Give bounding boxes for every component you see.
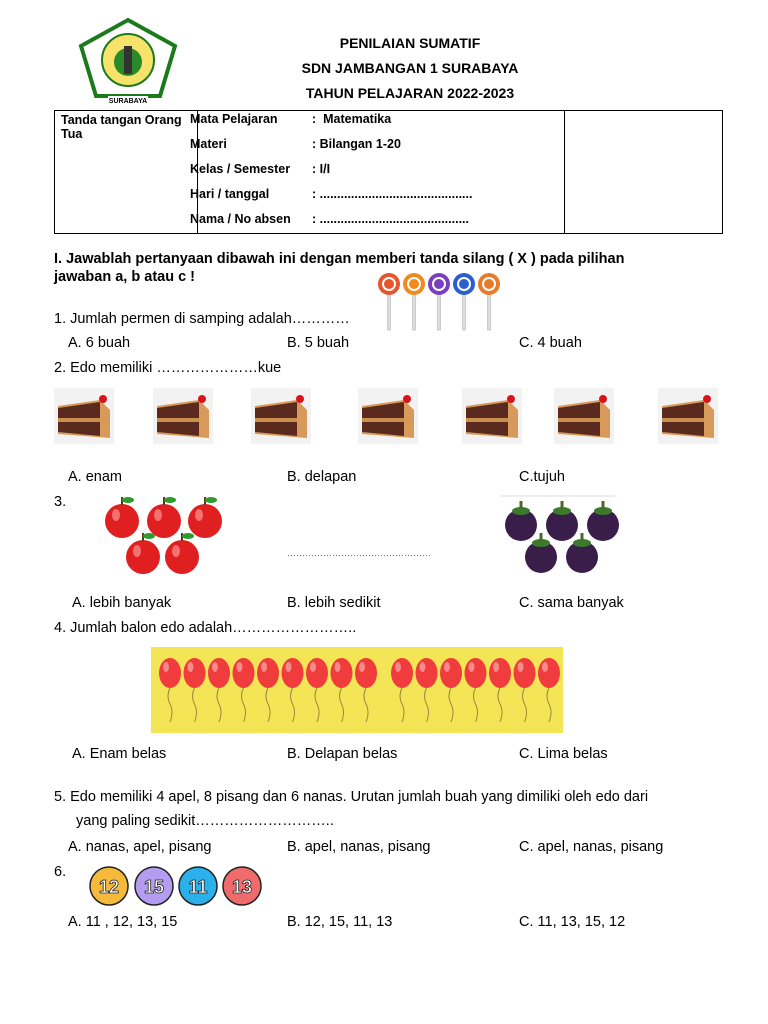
score-cell [565, 111, 723, 234]
q1-option-b[interactable]: B. 5 buah [287, 335, 350, 351]
mangosteen [546, 501, 578, 541]
question-5-line-1: 5. Edo memiliki 4 apel, 8 pisang dan 6 nanas. Urutan jumlah buah yang dimiliki oleh edo dari [54, 789, 649, 805]
apple [126, 533, 160, 574]
lollipop [403, 273, 425, 330]
instruction-line-1: I. Jawablah pertanyaan dibawah ini dengan memberi tanda silang ( X ) pada pilihan [54, 251, 625, 267]
apple [105, 497, 139, 538]
school-logo [78, 18, 178, 105]
q3-option-a[interactable]: A. lebih banyak [72, 595, 172, 611]
cake-slice [658, 388, 718, 444]
number-circle-label: 13 [231, 877, 253, 897]
parent-signature-label: Tanda tangan Orang Tua [61, 113, 182, 141]
question-1: 1. Jumlah permen di samping adalah………… [54, 311, 350, 327]
apple [165, 533, 199, 574]
lollipop [478, 273, 500, 330]
mangosteen [566, 533, 598, 573]
parent-signature-cell [55, 111, 198, 234]
school-year: TAHUN PELAJARAN 2022-2023 [305, 85, 515, 101]
apples-image [95, 495, 235, 580]
q2-option-a[interactable]: A. enam [68, 469, 122, 485]
page-title: PENILAIAN SUMATIF [339, 35, 481, 51]
cake-slice [153, 388, 213, 444]
q1-option-c[interactable]: C. 4 buah [519, 335, 582, 351]
question-3-number: 3. [54, 494, 67, 510]
q3-option-b[interactable]: B. lebih sedikit [287, 595, 381, 611]
mangosteen [525, 533, 557, 573]
cake-slice [358, 388, 418, 444]
q6-option-a[interactable]: A. 11 , 12, 13, 15 [68, 914, 178, 930]
q3-answer-blank: ………………………………………… [287, 548, 431, 558]
instruction-line-2: jawaban a, b atau c ! [54, 269, 196, 285]
question-2: 2. Edo memiliki …………………kue [54, 360, 282, 376]
q6-option-c[interactable]: C. 11, 13, 15, 12 [519, 914, 626, 930]
q4-option-b[interactable]: B. Delapan belas [287, 746, 398, 762]
number-circle-label: 15 [143, 877, 165, 897]
mangosteen [587, 501, 619, 541]
question-6-number: 6. [54, 864, 67, 880]
q3-option-c[interactable]: C. sama banyak [519, 595, 624, 611]
cakes-image [54, 388, 724, 448]
logo-text-bottom: SURABAYA [108, 98, 148, 105]
school-name: SDN JAMBANGAN 1 SURABAYA [301, 60, 519, 76]
q4-option-c[interactable]: C. Lima belas [519, 746, 608, 762]
q5-option-b[interactable]: B. apel, nanas, pisang [287, 839, 431, 855]
cake-slice [251, 388, 311, 444]
mangosteen [505, 501, 537, 541]
cake-slice [462, 388, 522, 444]
number-circle-label: 12 [98, 877, 120, 897]
q2-option-c[interactable]: C.tujuh [519, 469, 565, 485]
question-5-line-2: yang paling sedikit……………………….. [76, 813, 334, 829]
lollipop [378, 273, 400, 330]
lollipop [453, 273, 475, 330]
q5-option-a[interactable]: A. nanas, apel, pisang [68, 839, 212, 855]
q1-option-a[interactable]: A. 6 buah [68, 335, 131, 351]
cake-slice [554, 388, 614, 444]
question-4: 4. Jumlah balon edo adalah…………………….. [54, 620, 357, 636]
cake-slice [54, 388, 114, 444]
mangosteens-image [500, 495, 615, 575]
q6-option-b[interactable]: B. 12, 15, 11, 13 [287, 914, 393, 930]
q5-option-c[interactable]: C. apel, nanas, pisang [519, 839, 664, 855]
q2-option-b[interactable]: B. delapan [287, 469, 357, 485]
apple [188, 497, 222, 538]
lollipop [428, 273, 450, 330]
number-circles [88, 866, 268, 910]
number-circle-label: 11 [188, 877, 208, 897]
apple [147, 497, 181, 538]
q4-option-a[interactable]: A. Enam belas [72, 746, 167, 762]
lollipops-image [376, 272, 506, 332]
balloons-image [151, 647, 563, 733]
